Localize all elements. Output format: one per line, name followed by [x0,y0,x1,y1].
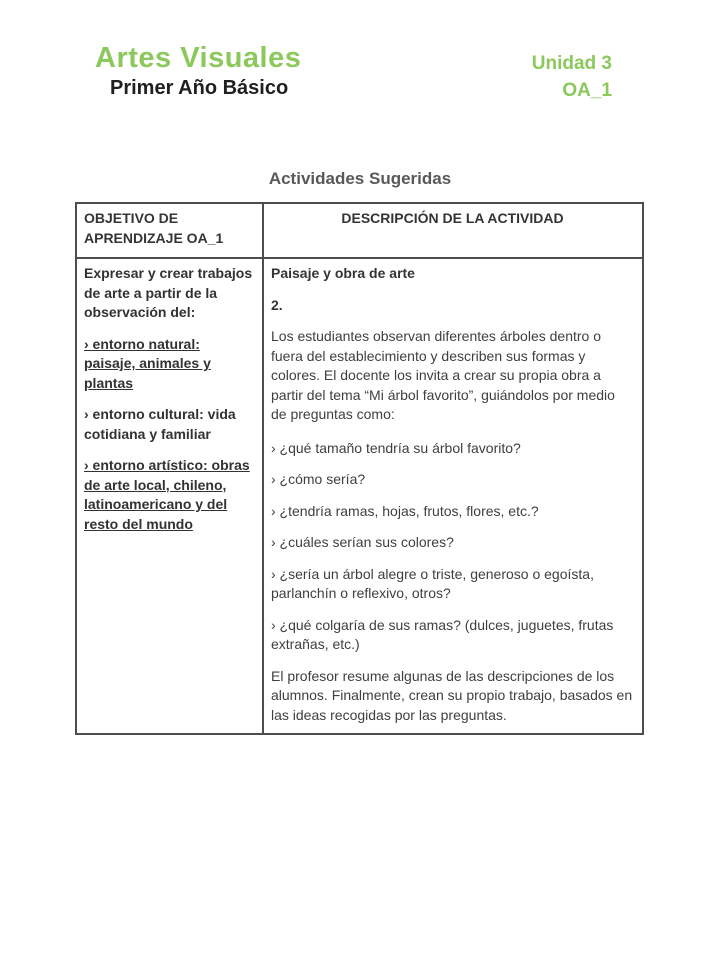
page-title: Artes Visuales [95,42,302,74]
activities-table [75,202,644,735]
activity-intro: Los estudiantes observan diferentes árboles dentro o fuera del establecimiento y describen sus formas y colores. El docente los invita a crear su propia obra a partir del tema “Mi árbol favorito”, guiándolos por medio de preguntas como: [271,328,615,422]
objective-cell [76,258,263,734]
column-header-activity: DESCRIPCIÓN DE LA ACTIVIDAD [263,203,643,258]
document-page [0,40,720,972]
page-subtitle: Primer Año Básico [110,77,289,99]
table-body-row [76,258,643,734]
title-block [95,40,301,100]
table-header-row [76,203,643,258]
activity-question: › ¿sería un árbol alegre o triste, generoso o egoísta, parlanchín o reflexivo, otros? [271,565,594,601]
activity-question: › ¿cómo sería? [271,471,366,487]
objective-bullet-artistico: › entorno artístico: obras de arte local, chileno, latinoamericano y del resto del mundo [84,457,250,532]
section-title: Actividades Sugeridas [268,169,452,188]
column-header-objective: OBJETIVO DE APRENDIZAJE OA_1 [76,203,263,258]
document-header [95,40,612,104]
activity-question: › ¿tendría ramas, hojas, frutos, flores, etc.? [271,502,539,519]
activity-closing: El profesor resume algunas de las descripciones de los alumnos. Finalmente, crean su propio trabajo, basados en las ideas recogidas por las preguntas. [271,667,633,723]
unit-block [532,40,612,104]
activity-question: › ¿qué tamaño tendría su árbol favorito? [271,439,521,456]
objective-bullet-natural: › entorno natural: paisaje, animales y plantas [84,335,211,391]
objective-paragraph: Expresar y crear trabajos de arte a partir de la observación del: [84,265,253,320]
activity-question: › ¿qué colgaría de sus ramas? (dulces, juguetes, frutas extrañas, etc.) [271,616,614,652]
activity-cell [263,258,643,734]
unit-label: Unidad 3 [531,53,612,74]
activity-title: Paisaje y obra de arte [271,265,415,281]
objective-bullet-cultural: › entorno cultural: vida cotidiana y familiar [84,406,236,442]
activity-question: › ¿cuáles serían sus colores? [271,534,454,550]
activity-number: 2. [271,296,283,313]
oa-label: OA_1 [562,80,612,101]
